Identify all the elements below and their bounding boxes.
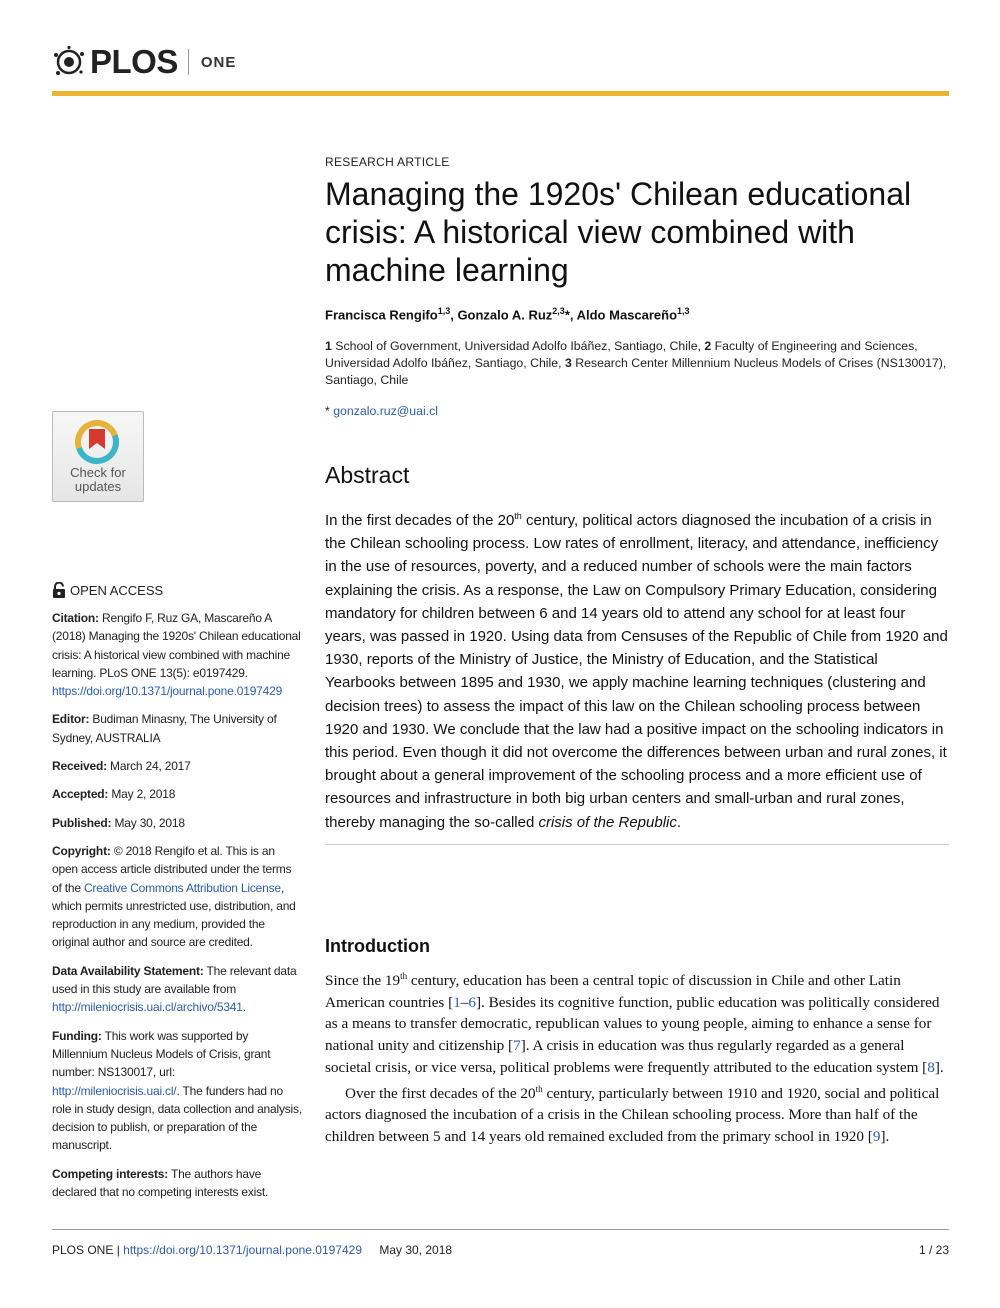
data-availability-text: The relevant data used in this study are available from [52,963,297,997]
logo-wordmark: PLOS [90,43,178,80]
footer-citation [52,1243,452,1257]
author-3-affil: 1,3 [677,306,690,316]
abstract-emphasis: crisis of the Republic [538,813,677,831]
introduction-heading: Introduction [325,936,430,956]
corresponding-asterisk: * [325,404,334,418]
competing-interests [52,1165,302,1202]
citation-text: Rengifo F, Ruz GA, Mascareño A (2018) Managing the 1920s' Chilean educational crisis: A historical view combined with machine learning. PLoS ONE 13(5): e0197429. [52,611,301,680]
affil-1-num: 1 [325,339,332,353]
footer-separator: | [113,1243,124,1257]
header-accent-bar [52,91,949,96]
plos-logo-icon [52,45,86,79]
author-2[interactable]: , Gonzalo A. Ruz [450,307,553,323]
competing-interests-text: The authors have declared that no competing interests exist. [52,1166,269,1200]
affil-1-text: School of Government, Universidad Adolfo Ibáñez, Santiago, Chile, [331,339,705,353]
open-access-label [52,582,163,598]
license-link[interactable]: Creative Commons Attribution License [83,880,281,895]
article-type: RESEARCH ARTICLE [325,155,450,169]
published-date: May 30, 2018 [114,815,185,830]
abstract-text-3: . [676,813,682,831]
published-label: Published: [52,815,112,830]
author-1[interactable]: Francisca Rengifo [325,307,438,323]
data-availability-label: Data Availability Statement: [52,963,204,978]
badge-line-1: Check for [70,465,126,480]
ref-link-8[interactable]: 8 [927,1058,935,1076]
affiliations [325,338,955,389]
published [52,814,302,832]
abstract-superscript: th [514,511,522,521]
affil-3-text: Research Center Millennium Nucleus Models of Crises (NS130017), Santiago, Chile [325,356,947,387]
copyright [52,842,302,952]
funding-text-end: . The funders had no role in study design, data collection and analysis, decision to publish, or preparation of the manuscript. [52,1083,302,1153]
copyright-text: © 2018 Rengifo et al. This is an open access article distributed under the terms of the [52,843,292,895]
footer-date: May 30, 2018 [379,1243,453,1257]
received-label: Received: [52,759,107,774]
funding [52,1027,302,1155]
abstract-body [325,505,950,834]
logo-journal-name: ONE [200,53,237,71]
accepted [52,785,302,803]
accepted-date: May 2, 2018 [111,787,176,802]
open-access-text: OPEN ACCESS [70,582,164,598]
page-number: 1 / 23 [918,1243,949,1257]
author-3[interactable]: , Aldo Mascareño [569,307,678,323]
author-list [325,306,690,322]
corresponding-mark: * [564,307,570,323]
funding-label: Funding: [52,1028,102,1043]
data-archive-link[interactable]: http://mileniocrisis.uai.cl/archivo/5341 [52,1000,243,1015]
citation-label: Citation: [52,611,99,625]
footer-doi-link[interactable]: https://doi.org/10.1371/journal.pone.0197429 [123,1243,363,1257]
competing-interests-label: Competing interests: [52,1166,169,1181]
received [52,757,302,775]
plos-one-logo[interactable] [52,42,236,82]
affil-2-text: Faculty of Engineering and Sciences, Universidad Adolfo Ibáñez, Santiago, Chile, [325,339,918,370]
affil-3-num: 3 [564,356,572,370]
crossmark-icon [74,419,120,465]
editor [52,710,302,747]
citation-doi-link[interactable]: https://doi.org/10.1371/journal.pone.0197429 [52,684,283,699]
corresponding-email-link[interactable]: gonzalo.ruz@uai.cl [333,404,438,418]
copyright-text-end: , which permits unrestricted use, distribution, and reproduction in any medium, provided the original author and source are credited. [52,880,296,950]
article-metadata [52,609,302,1211]
footer-journal: PLOS ONE [52,1243,114,1257]
author-1-affil: 1,3 [437,306,451,316]
badge-line-2: updates [74,479,122,494]
funding-text: This work was supported by Millennium Nucleus Models of Crisis, grant number: NS130017, url: [52,1028,271,1080]
funding-link[interactable]: http://mileniocrisis.uai.cl/ [52,1083,177,1098]
editor-text: Budiman Minasny, The University of Sydney, AUSTRALIA [52,712,277,745]
open-lock-icon [52,582,66,598]
author-2-affil: 2,3 [552,306,565,316]
abstract-text-2: century, political actors diagnosed the incubation of a crisis in the Chilean schooling process. Low rates of enrollment, literacy, and attendance, inefficiency in the use of resources, poverty, and a reduced number of schools were the main factors explaining the crisis. As a response, the Law on Compulsory Primary Education, considering mandatory for children between 6 and 14 years old to attend any school for at least four years, was passed in 1920. Using data from Censuses of the Republic of Chile from 1920 and 1930, reports of the Ministry of Justice, the Ministry of Education, and the Statistical Yearbooks between 1895 and 1930, we apply machine learning techniques (clustering and decision trees) to assess the impact of this law on the Chilean schooling process between 1920 and 1930. We conclude that the law had a positive impact on the schooling indicators in this period. Even though it did not overcome the differences between urban and rural zones, it brought about a general improvement of the schooling process and a more efficient use of resources and infrastructure in both big urban centers and small-urban and rural zones, thereby managing the so-called [325,512,948,831]
logo-divider [188,49,189,75]
ref-link-7[interactable]: 7 [513,1037,521,1055]
ref-link-1[interactable]: 1 [453,993,461,1011]
corresponding-author [325,404,438,418]
intro-paragraph-2: Over the first decades of the 20th century, particularly between 1910 and 1920, social and political actors diagnosed the incubation of a crisis in the Chilean schooling process. More than half of the children between 5 and 14 years old remained excluded from the primary school in 1920 [9]. [325,1083,940,1146]
introduction-body [325,966,950,1148]
article-title: Managing the 1920s' Chilean educational crisis: A historical view combined with machine learning [325,176,912,288]
data-availability [52,962,302,1017]
ref-link-9[interactable]: 9 [872,1128,881,1146]
accepted-label: Accepted: [52,787,109,802]
ref-link-6[interactable]: 6 [468,993,476,1011]
abstract-text-1: In the first decades of the 20 [325,512,515,529]
citation [52,609,302,700]
check-for-updates-label [53,466,143,494]
check-for-updates-badge[interactable] [52,411,144,502]
abstract-divider [325,844,949,845]
copyright-label: Copyright: [52,843,111,858]
editor-label: Editor: [52,712,90,727]
received-date: March 24, 2017 [110,759,191,774]
affil-2-num: 2 [704,339,712,353]
data-availability-end: . [242,1000,246,1015]
footer-divider [52,1229,949,1230]
abstract-heading: Abstract [325,462,410,488]
intro-paragraph-1: Since the 19th century, education has been a central topic of discussion in Chile and other Latin American countries [1–6]. Besides its cognitive function, public education was politically considered as a means to transfer democratic, republican values to young people, aiming to enhance a sense for national unity and citizenship [7]. A crisis in education was thus regularly regarded as a general societal crisis, or vice versa, political problems were frequently attributed to the education system [8]. [325,971,944,1076]
